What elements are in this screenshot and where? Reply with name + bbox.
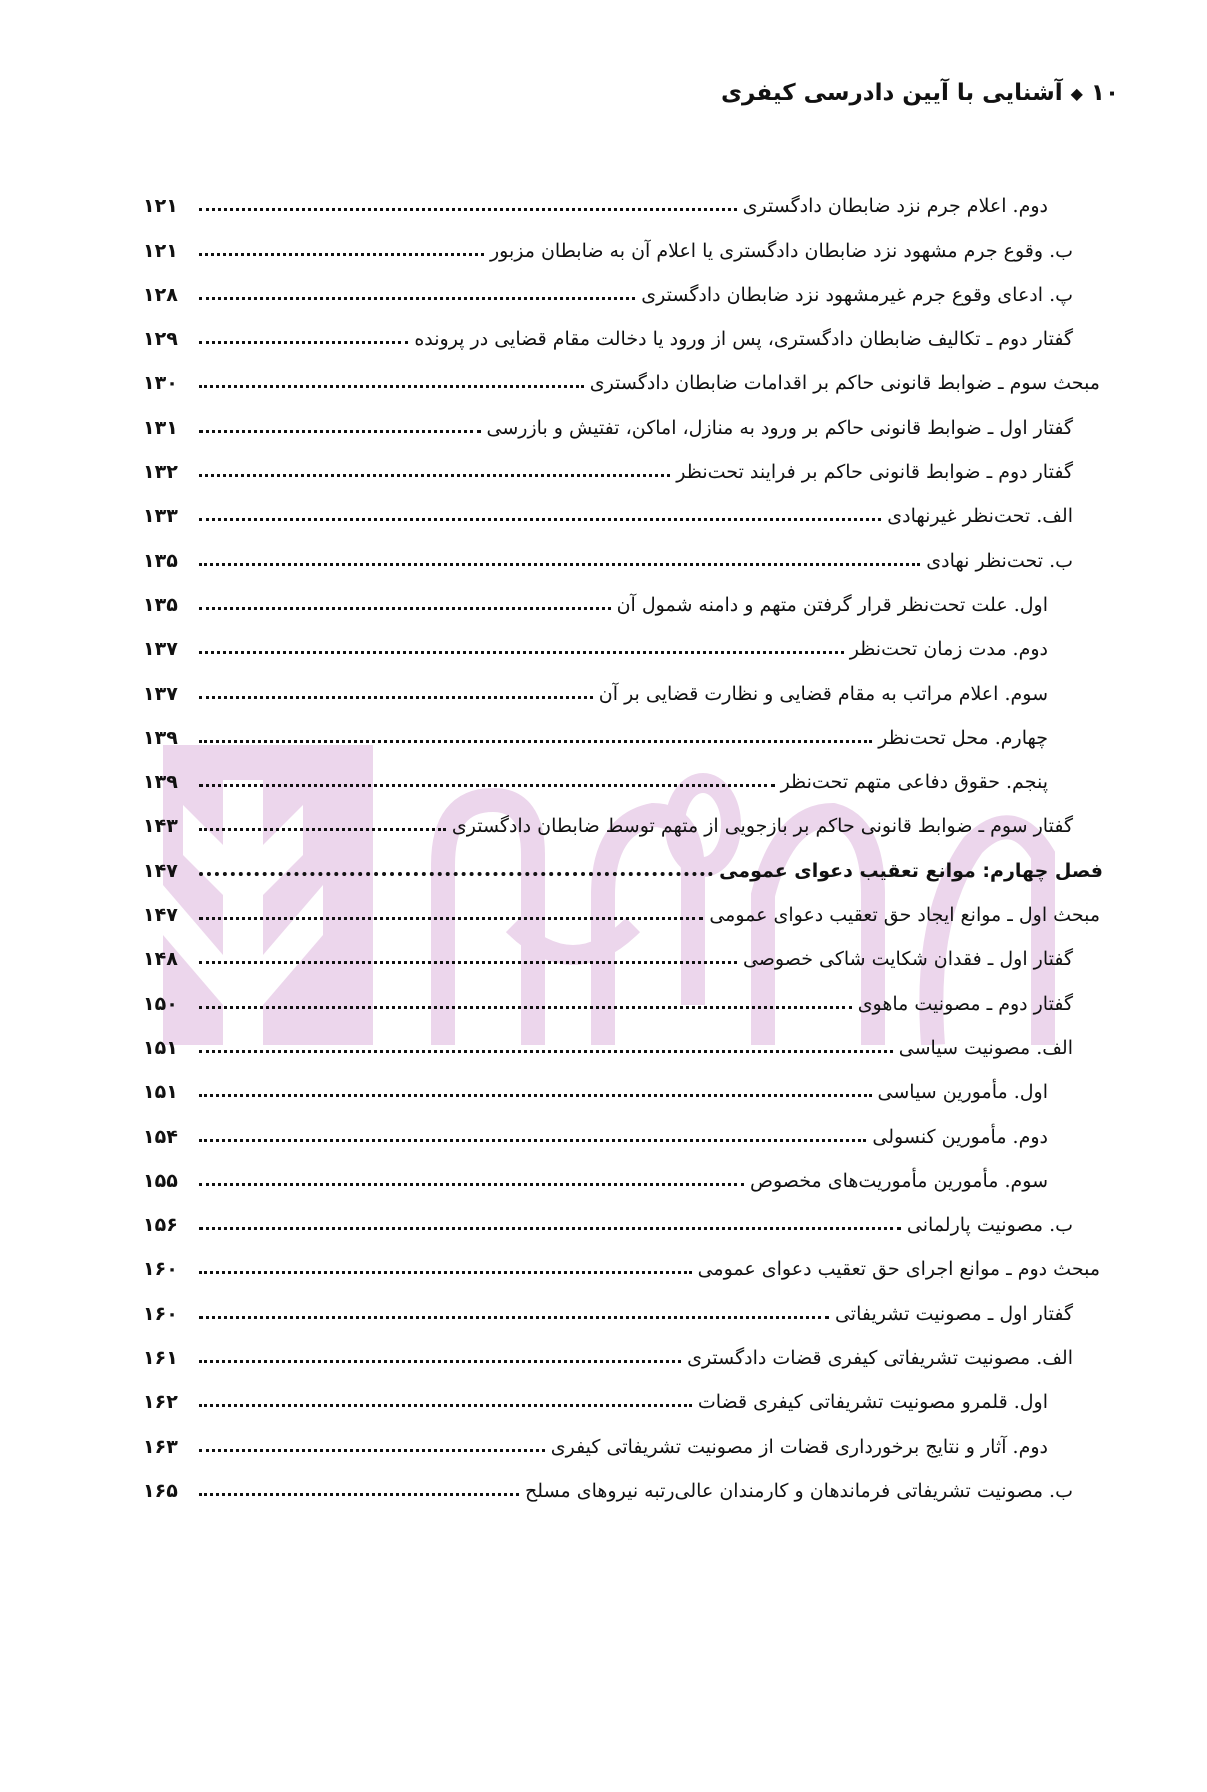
toc-row[interactable] xyxy=(143,571,1103,615)
toc-row[interactable] xyxy=(143,261,1103,305)
toc-entry-title: مبحث دوم ـ موانع اجرای حق تعقیب دعوای عمومی xyxy=(697,1258,1100,1281)
toc-row[interactable] xyxy=(143,1457,1103,1501)
toc-entry-title: الف. تحت‌نظر غیرنهادی xyxy=(887,505,1073,528)
dot-leader xyxy=(199,784,775,787)
toc-entry-title: مبحث سوم ـ ضوابط قانونی حاکم بر اقدامات ضابطان دادگستری xyxy=(589,372,1100,395)
toc-page-number: ۱۳۰ xyxy=(143,372,178,395)
toc-row[interactable] xyxy=(143,172,1103,216)
toc-page-number: ۱۳۹ xyxy=(143,726,178,749)
toc-page-number: ۱۲۱ xyxy=(143,239,178,262)
toc-page-number: ۱۲۹ xyxy=(143,328,178,351)
toc-page-number: ۱۳۷ xyxy=(143,638,178,661)
dot-leader xyxy=(199,1094,872,1097)
toc-entry-title: سوم. مأمورین مأموریت‌های مخصوص xyxy=(749,1169,1048,1192)
dot-leader xyxy=(199,696,593,699)
toc-page-number: ۱۳۹ xyxy=(143,771,178,794)
toc-entry-title: گفتار اول ـ ضوابط قانونی حاکم بر ورود به منازل، اماکن، تفتیش و بازرسی xyxy=(486,416,1073,439)
toc-page-number: ۱۴۷ xyxy=(143,859,178,882)
toc-entry-title: اول. مأمورین سیاسی xyxy=(877,1081,1048,1104)
toc-row[interactable] xyxy=(143,482,1103,526)
dot-leader xyxy=(199,1139,866,1142)
toc-row[interactable] xyxy=(143,615,1103,659)
toc-row[interactable] xyxy=(143,1147,1103,1191)
toc-entry-title: چهارم. محل تحت‌نظر xyxy=(878,726,1048,749)
toc-row[interactable] xyxy=(143,1412,1103,1456)
toc-entry-title: فصل چهارم: موانع تعقیب دعوای عمومی xyxy=(719,859,1103,882)
toc-entry-title: سوم. اعلام مراتب به مقام قضایی و نظارت قضایی بر آن xyxy=(598,682,1048,705)
toc-row[interactable] xyxy=(143,305,1103,349)
toc-page-number: ۱۶۲ xyxy=(143,1391,178,1414)
dot-leader xyxy=(199,430,481,433)
toc-entry-title: ب. وقوع جرم مشهود نزد ضابطان دادگستری یا اعلام آن به ضابطان مزبور xyxy=(490,239,1073,262)
toc-page-number: ۱۵۴ xyxy=(143,1125,178,1148)
dot-leader xyxy=(199,563,920,566)
toc-page-number: ۱۴۷ xyxy=(143,904,178,927)
toc-page-number: ۱۲۸ xyxy=(143,283,178,306)
toc-page-number: ۱۶۱ xyxy=(143,1347,178,1370)
toc-entry-title: گفتار دوم ـ تکالیف ضابطان دادگستری، پس از ورود یا دخالت مقام قضایی در پرونده xyxy=(414,328,1073,351)
toc-row[interactable] xyxy=(143,1235,1103,1279)
toc-entry-title: دوم. آثار و نتایج برخورداری قضات از مصونیت تشریفاتی کیفری xyxy=(550,1435,1048,1458)
toc-page-number: ۱۵۰ xyxy=(143,992,178,1015)
toc-entry-title: پنجم. حقوق دفاعی متهم تحت‌نظر xyxy=(780,771,1048,794)
toc-page-number: ۱۴۸ xyxy=(143,948,178,971)
toc-entry-title: گفتار دوم ـ ضوابط قانونی حاکم بر فرایند تحت‌نظر xyxy=(676,461,1073,484)
dot-leader xyxy=(199,253,484,256)
toc-row[interactable] xyxy=(143,526,1103,570)
toc-entry-title: ب. مصونیت تشریفاتی فرماندهان و کارمندان عالی‌رتبه نیروهای مسلح xyxy=(525,1479,1073,1502)
dot-leader xyxy=(199,651,844,654)
toc-entry-title: ب. تحت‌نظر نهادی xyxy=(926,549,1073,572)
toc-row[interactable] xyxy=(143,1014,1103,1058)
dot-leader xyxy=(199,1360,681,1363)
dot-leader xyxy=(199,872,713,876)
dot-leader xyxy=(199,1183,744,1186)
toc-row[interactable] xyxy=(143,1058,1103,1102)
toc-entry-title: مبحث اول ـ موانع ایجاد حق تعقیب دعوای عمومی xyxy=(709,904,1100,927)
dot-leader xyxy=(199,341,408,344)
dot-leader xyxy=(199,1316,829,1319)
toc-row[interactable] xyxy=(143,748,1103,792)
toc-page-number: ۱۶۰ xyxy=(143,1258,178,1281)
toc-page-number: ۱۳۲ xyxy=(143,461,178,484)
toc-row[interactable] xyxy=(143,659,1103,703)
toc-row[interactable] xyxy=(143,216,1103,260)
toc-row[interactable] xyxy=(143,925,1103,969)
toc-page-number: ۱۳۷ xyxy=(143,682,178,705)
toc-page-number: ۱۶۰ xyxy=(143,1302,178,1325)
dot-leader xyxy=(199,917,703,920)
toc-entry-title: اول. علت تحت‌نظر قرار گرفتن متهم و دامنه شمول آن xyxy=(616,593,1048,616)
toc-page-number: ۱۵۵ xyxy=(143,1169,178,1192)
toc-row[interactable] xyxy=(143,1324,1103,1368)
toc-entry-title: دوم. اعلام جرم نزد ضابطان دادگستری xyxy=(742,195,1048,218)
toc-page-number: ۱۶۳ xyxy=(143,1435,178,1458)
table-of-contents xyxy=(143,172,1103,1501)
toc-page-number: ۱۲۱ xyxy=(143,195,178,218)
toc-page-number: ۱۳۱ xyxy=(143,416,178,439)
dot-leader xyxy=(199,1006,852,1009)
toc-page-number: ۱۳۳ xyxy=(143,505,178,528)
dot-leader xyxy=(199,1493,519,1496)
toc-chapter-row[interactable] xyxy=(143,836,1103,880)
dot-leader xyxy=(199,1271,692,1274)
toc-row[interactable] xyxy=(143,969,1103,1013)
toc-page-number: ۱۵۶ xyxy=(143,1214,178,1237)
dot-leader xyxy=(199,385,584,388)
toc-row[interactable] xyxy=(143,1368,1103,1412)
dot-leader xyxy=(199,1449,545,1452)
toc-entry-title: دوم. مأمورین کنسولی xyxy=(872,1125,1048,1148)
toc-entry-title: اول. قلمرو مصونیت تشریفاتی کیفری قضات xyxy=(697,1391,1048,1414)
dot-leader xyxy=(199,518,881,521)
toc-page-number: ۱۶۵ xyxy=(143,1479,178,1502)
toc-entry-title: گفتار دوم ـ مصونیت ماهوی xyxy=(857,992,1073,1015)
page-number: ۱۰ xyxy=(1090,80,1119,106)
dot-leader xyxy=(199,740,872,743)
book-title: آشنایی با آیین دادرسی کیفری xyxy=(720,80,1063,106)
toc-row[interactable] xyxy=(143,393,1103,437)
dot-leader xyxy=(199,607,611,610)
toc-row[interactable] xyxy=(143,1102,1103,1146)
toc-row[interactable] xyxy=(143,349,1103,393)
toc-entry-title: پ. ادعای وقوع جرم غیرمشهود نزد ضابطان دادگستری xyxy=(641,283,1073,306)
dot-leader xyxy=(199,1050,893,1053)
diamond-separator-icon: ◆ xyxy=(1070,83,1083,103)
dot-leader xyxy=(199,1404,692,1407)
toc-page-number: ۱۵۱ xyxy=(143,1081,178,1104)
toc-entry-title: الف. مصونیت سیاسی xyxy=(898,1036,1073,1059)
toc-page-number: ۱۳۵ xyxy=(143,549,178,572)
toc-row[interactable] xyxy=(143,881,1103,925)
dot-leader xyxy=(199,828,446,831)
dot-leader xyxy=(199,297,635,300)
toc-entry-title: گفتار اول ـ مصونیت تشریفاتی xyxy=(834,1302,1073,1325)
toc-row[interactable] xyxy=(143,1191,1103,1235)
toc-row[interactable] xyxy=(143,792,1103,836)
toc-row[interactable] xyxy=(143,704,1103,748)
dot-leader xyxy=(199,474,670,477)
toc-row[interactable] xyxy=(143,438,1103,482)
toc-row[interactable] xyxy=(143,1279,1103,1323)
toc-entry-title: ب. مصونیت پارلمانی xyxy=(906,1214,1073,1237)
running-header xyxy=(721,80,1119,106)
toc-page-number: ۱۳۵ xyxy=(143,593,178,616)
dot-leader xyxy=(199,961,737,964)
toc-entry-title: دوم. مدت زمان تحت‌نظر xyxy=(849,638,1048,661)
toc-entry-title: الف. مصونیت تشریفاتی کیفری قضات دادگستری xyxy=(687,1347,1073,1370)
toc-entry-title: گفتار اول ـ فقدان شکایت شاکی خصوصی xyxy=(742,948,1073,971)
dot-leader xyxy=(199,208,737,211)
toc-page-number: ۱۴۳ xyxy=(143,815,178,838)
toc-entry-title: گفتار سوم ـ ضوابط قانونی حاکم بر بازجویی از متهم توسط ضابطان دادگستری xyxy=(451,815,1073,838)
dot-leader xyxy=(199,1227,901,1230)
toc-page-number: ۱۵۱ xyxy=(143,1036,178,1059)
